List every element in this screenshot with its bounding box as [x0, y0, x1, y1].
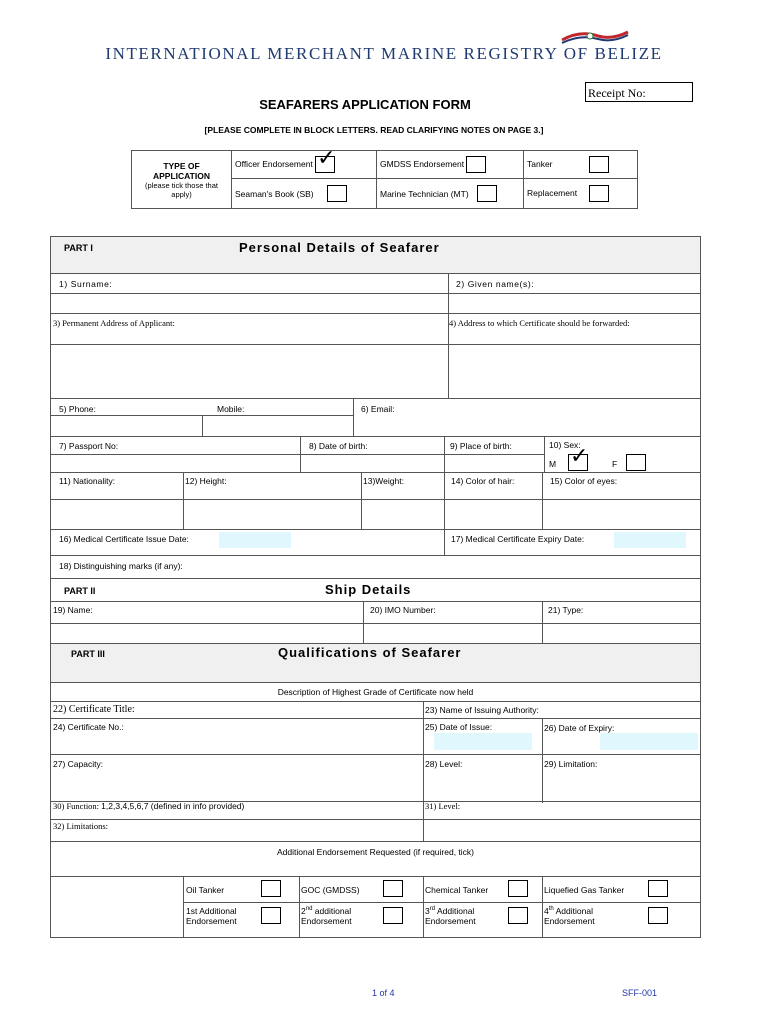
nationality-label: 11) Nationality:	[59, 476, 116, 486]
medical-expiry-label: 17) Medical Certificate Expiry Date:	[451, 534, 585, 544]
officer-endorsement-checkbox[interactable]	[315, 146, 336, 173]
certificate-title-label: 22) Certificate Title:	[53, 704, 135, 715]
sex-m-checkbox[interactable]	[568, 444, 589, 471]
fourth-additional-label: 4th Additional Endorsement	[544, 905, 595, 926]
option-gmdss-endorsement	[377, 151, 524, 179]
application-type-table	[131, 146, 638, 209]
date-of-expiry-label: 26) Date of Expiry:	[544, 723, 615, 733]
function-note: 1,2,3,4,5,6,7 (defined in info provided)	[101, 801, 245, 811]
tanker-checkbox[interactable]	[589, 156, 609, 173]
weight-input[interactable]	[362, 500, 444, 528]
medical-issue-date-input[interactable]	[219, 532, 291, 548]
phone-input[interactable]	[51, 416, 202, 436]
given-names-label: 2) Given name(s):	[456, 279, 535, 289]
seamans-book-checkbox[interactable]	[327, 185, 347, 202]
permanent-address-input[interactable]	[51, 345, 448, 397]
nationality-input[interactable]	[51, 500, 183, 528]
liquefied-gas-tanker-checkbox[interactable]	[648, 880, 668, 897]
certificate-no-label: 24) Certificate No.:	[53, 722, 124, 732]
sex-f-label: F	[612, 459, 618, 469]
mobile-label: Mobile:	[217, 404, 245, 414]
third-additional-checkbox[interactable]	[508, 907, 528, 924]
option-seamans-book	[232, 179, 377, 209]
first-additional-checkbox[interactable]	[261, 907, 281, 924]
permanent-address-label: 3) Permanent Address of Applicant:	[53, 318, 175, 328]
level-28-label: 28) Level:	[425, 759, 463, 769]
surname-input[interactable]	[51, 294, 448, 312]
hair-color-label: 14) Color of hair:	[451, 476, 515, 486]
mobile-input[interactable]	[203, 416, 353, 436]
option-officer-endorsement	[232, 146, 377, 179]
officer-endorsement-label: Officer Endorsement	[235, 158, 313, 169]
date-of-issue-label: 25) Date of Issue:	[425, 722, 493, 732]
registry-title: INTERNATIONAL MERCHANT MARINE REGISTRY OF BELIZE	[105, 44, 663, 63]
surname-label: 1) Surname:	[59, 279, 113, 289]
part3-title: Qualifications of Seafarer	[278, 645, 462, 660]
limitation-29-label: 29) Limitation:	[544, 759, 598, 769]
goc-label: GOC (GMDSS)	[301, 885, 360, 895]
eye-color-label: 15) Color of eyes:	[550, 476, 618, 486]
marine-technician-checkbox[interactable]	[477, 185, 497, 202]
ship-name-label: 19) Name:	[53, 605, 93, 615]
application-type-title: TYPE OF APPLICATION	[153, 160, 210, 181]
replacement-label: Replacement	[527, 187, 578, 198]
place-of-birth-input[interactable]	[445, 455, 544, 472]
level-31-label: 31) Level:	[425, 801, 461, 811]
distinguishing-marks-label: 18) Distinguishing marks (if any):	[59, 561, 183, 571]
dob-label: 8) Date of birth:	[309, 441, 368, 451]
additional-endorsement-title: Additional Endorsement Requested (if required, tick)	[276, 847, 475, 857]
liquefied-gas-tanker-label: Liquefied Gas Tanker	[544, 885, 625, 895]
second-additional-label: 2nd additional Endorsement	[301, 905, 352, 926]
part2-title: Ship Details	[325, 582, 412, 597]
third-additional-label: 3rd Additional Endorsement	[425, 905, 476, 926]
ship-name-input[interactable]	[51, 624, 363, 643]
chemical-tanker-checkbox[interactable]	[508, 880, 528, 897]
part1-label: PART I	[64, 243, 93, 253]
date-of-issue-input[interactable]	[434, 733, 532, 750]
forwarding-address-label: 4) Address to which Certificate should be forwarded:	[449, 318, 630, 328]
tanker-label: Tanker	[527, 158, 553, 169]
sex-label: 10) Sex:	[549, 440, 581, 450]
part3-label: PART III	[71, 649, 105, 659]
email-label: 6) Email:	[361, 404, 395, 414]
marine-technician-label: Marine Technician (MT)	[380, 188, 469, 199]
gmdss-endorsement-checkbox[interactable]	[466, 156, 486, 173]
application-type-header	[132, 151, 232, 209]
sex-f-checkbox[interactable]	[626, 454, 646, 471]
email-input[interactable]	[354, 416, 700, 436]
medical-expiry-date-input[interactable]	[614, 532, 686, 548]
second-additional-checkbox[interactable]	[383, 907, 403, 924]
chemical-tanker-label: Chemical Tanker	[425, 885, 489, 895]
imo-number-input[interactable]	[364, 624, 542, 643]
limitations-32-label: 32) Limitations:	[53, 821, 109, 831]
capacity-label: 27) Capacity:	[53, 759, 104, 769]
form-instructions: [PLEASE COMPLETE IN BLOCK LETTERS. READ CLARIFYING NOTES ON PAGE 3.]	[204, 125, 544, 135]
place-of-birth-label: 9) Place of birth:	[450, 441, 512, 451]
height-label: 12) Height:	[185, 476, 227, 486]
imo-number-label: 20) IMO Number:	[370, 605, 436, 615]
hair-color-input[interactable]	[445, 500, 542, 528]
goc-checkbox[interactable]	[383, 880, 403, 897]
certificate-description: Description of Highest Grade of Certificate now held	[277, 687, 474, 697]
part1-title: Personal Details of Seafarer	[239, 240, 440, 255]
ship-type-input[interactable]	[543, 624, 700, 643]
option-marine-technician	[377, 179, 524, 209]
passport-input[interactable]	[51, 455, 300, 472]
form-title: SEAFARERS APPLICATION FORM	[259, 97, 471, 112]
checkmark-icon: ✓	[317, 146, 336, 171]
height-input[interactable]	[184, 500, 361, 528]
passport-label: 7) Passport No:	[59, 441, 119, 451]
function-label-text: 30) Function:	[53, 801, 100, 811]
function-label	[53, 801, 244, 811]
first-additional-label: 1st Additional Endorsement	[186, 906, 237, 926]
weight-label: 13)Weight:	[363, 476, 404, 486]
medical-issue-label: 16) Medical Certificate Issue Date:	[59, 534, 189, 544]
option-tanker	[524, 151, 638, 179]
eye-color-input[interactable]	[543, 500, 700, 528]
forwarding-address-input[interactable]	[449, 345, 700, 397]
main-form	[50, 236, 701, 938]
page-number: 1 of 4	[372, 988, 395, 998]
receipt-label: Receipt No:	[588, 86, 646, 100]
phone-label: 5) Phone:	[59, 404, 96, 414]
fourth-additional-checkbox[interactable]	[648, 907, 668, 924]
part2-label: PART II	[64, 586, 96, 596]
sex-m-label: M	[549, 459, 557, 469]
dob-input[interactable]	[301, 455, 444, 472]
gmdss-endorsement-label: GMDSS Endorsement	[380, 158, 465, 169]
checkmark-icon: ✓	[570, 444, 589, 469]
issuing-authority-label: 23) Name of Issuing Authority:	[425, 705, 539, 715]
ship-type-label: 21) Type:	[548, 605, 584, 615]
oil-tanker-checkbox[interactable]	[261, 880, 281, 897]
option-replacement	[524, 179, 638, 209]
given-names-input[interactable]	[449, 294, 700, 312]
form-code: SFF-001	[622, 988, 658, 998]
seamans-book-label: Seaman's Book (SB)	[235, 188, 314, 199]
oil-tanker-label: Oil Tanker	[186, 885, 225, 895]
application-type-note: (please tick those that apply)	[145, 180, 218, 199]
replacement-checkbox[interactable]	[589, 185, 609, 202]
date-of-expiry-input[interactable]	[600, 733, 698, 750]
